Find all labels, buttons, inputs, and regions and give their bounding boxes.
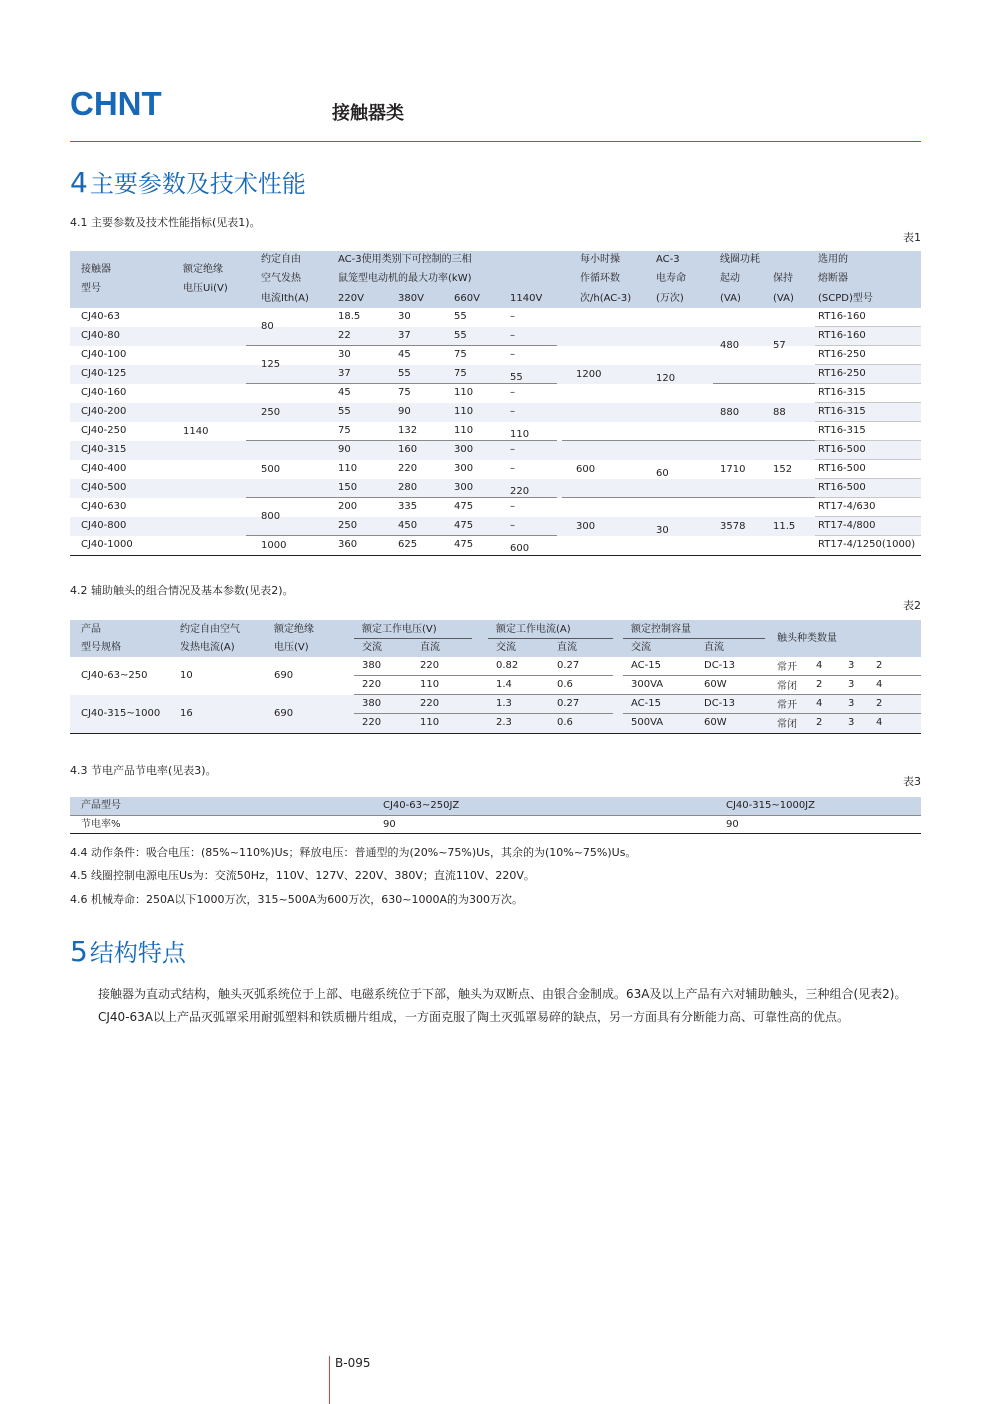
t1-coil-start: 480 xyxy=(720,340,740,351)
t2-h-contacts: 触头种类数量 xyxy=(777,633,837,644)
t1-coil-start: 1710 xyxy=(720,463,746,475)
section-5-paragraph-2: CJ40-63A以上产品灭弧罩采用耐弧塑料和铁质栅片组成，一方面克服了陶土灭弧罩易碎的缺点，另一方面具有分断能力高、可靠性高的优点。 xyxy=(98,1010,850,1024)
t1-p220: 75 xyxy=(338,425,351,436)
t1-p380: 450 xyxy=(398,520,418,531)
t1-fuse-rule xyxy=(815,345,921,346)
t2-contact-n3: 4 xyxy=(876,717,883,728)
t1-model: CJ40-500 xyxy=(81,482,127,493)
t1-model: CJ40-160 xyxy=(81,387,127,398)
t1-fuse: RT17-4/1250(1000) xyxy=(818,539,916,550)
t1-cycles: 600 xyxy=(576,463,596,475)
t1-model: CJ40-80 xyxy=(81,330,120,341)
t2-ue-ac: 380 xyxy=(362,698,382,709)
t2-ue-ac: 220 xyxy=(362,717,382,728)
t2-h-ith-2: 发热电流(A) xyxy=(180,642,235,653)
t1-p380: 90 xyxy=(398,406,411,417)
t1-p1140: – xyxy=(510,463,515,474)
section-5-number: 5 xyxy=(70,935,88,968)
t1-h-ith-3: 电流Ith(A) xyxy=(261,293,309,304)
t1-p380: 55 xyxy=(398,368,411,379)
t2-ue-dc: 110 xyxy=(420,717,440,728)
t1-cycles: 1200 xyxy=(576,368,602,380)
section-5-heading xyxy=(70,937,186,968)
text-4-4: 4.4 动作条件：吸合电压：(85%~110%)Us；释放电压：普通型的为(20%~75%)Us，其余的为(10%~75%)Us。 xyxy=(70,846,637,859)
t1-fuse-rule xyxy=(815,364,921,365)
t1-h-cycle-2: 作循环数 xyxy=(580,273,620,284)
t1-ith: 1000 xyxy=(261,539,287,551)
t1-p380: 45 xyxy=(398,349,411,360)
t1-p660: 110 xyxy=(454,406,474,417)
t1-life: 30 xyxy=(656,524,669,536)
t1-p660: 55 xyxy=(454,330,467,341)
text-4-5: 4.5 线圈控制电源电压Us为：交流50Hz，110V、127V、220V、380V；直流110V、220V。 xyxy=(70,869,535,882)
t1-p660: 75 xyxy=(454,368,467,379)
t1-p660: 75 xyxy=(454,349,467,360)
section-5-body xyxy=(70,983,921,1029)
t1-p380: 335 xyxy=(398,501,418,512)
t1-row-band xyxy=(70,479,921,498)
t1-p220: 30 xyxy=(338,349,351,360)
t2-model: CJ40-63~250 xyxy=(81,670,148,681)
t1-cycles: 300 xyxy=(576,520,596,532)
t1-coil-hold: 57 xyxy=(773,340,786,351)
t2-contact-n2: 3 xyxy=(848,660,855,671)
t1-h-model-2: 型号 xyxy=(81,283,101,294)
t1-h-coil: 线圈功耗 xyxy=(720,254,760,265)
t2-h-ue-ac: 交流 xyxy=(362,642,382,653)
t1-p1140: – xyxy=(510,330,515,341)
t1-p1140: – xyxy=(510,520,515,531)
t1-coil-hold: 88 xyxy=(773,406,786,418)
t2-ue-rule xyxy=(354,638,472,639)
t1-model: CJ40-100 xyxy=(81,349,127,360)
t1-fuse: RT16-315 xyxy=(818,425,866,436)
section-4-title: 主要参数及技术性能 xyxy=(89,170,306,198)
t2-ith: 16 xyxy=(180,708,193,719)
t3-row-divider xyxy=(70,815,921,816)
t1-group-rule xyxy=(246,535,557,536)
t3-h-col1: CJ40-63~250JZ xyxy=(383,800,460,811)
t2-ie-ac: 1.3 xyxy=(496,698,512,709)
t2-ie-dc: 0.27 xyxy=(557,698,580,709)
t1-h-model-1: 接触器 xyxy=(81,264,111,275)
t2-ui: 690 xyxy=(274,670,294,681)
t1-p220: 90 xyxy=(338,444,351,455)
t1-ui: 1140 xyxy=(183,425,209,437)
t1-ith: 125 xyxy=(261,359,281,370)
t1-fuse: RT16-500 xyxy=(818,482,866,493)
t1-fuse: RT16-160 xyxy=(818,311,866,322)
t1-p380: 220 xyxy=(398,463,418,474)
t3-bottom-rule xyxy=(70,833,921,834)
t1-h-ith-2: 空气发热 xyxy=(261,273,301,284)
t1-fuse: RT16-250 xyxy=(818,368,866,379)
t1-p380: 280 xyxy=(398,482,418,493)
t1-h-life-1: AC-3 xyxy=(656,254,680,265)
t2-contact-n3: 4 xyxy=(876,679,883,690)
t1-p1140: 220 xyxy=(510,486,530,497)
t1-p220: 55 xyxy=(338,406,351,417)
t3-row-label: 节电率% xyxy=(81,819,121,830)
t1-p1140: – xyxy=(510,311,515,322)
t1-fuse-rule xyxy=(815,497,921,498)
t2-contact-n2: 3 xyxy=(848,717,855,728)
t1-h-volt-660: 660V xyxy=(454,293,480,304)
t1-p220: 45 xyxy=(338,387,351,398)
t3-h-col2: CJ40-315~1000JZ xyxy=(726,800,815,811)
t1-h-ui-1: 额定绝缘 xyxy=(183,264,223,275)
t1-row-band xyxy=(70,403,921,422)
t2-cap-dc: DC-13 xyxy=(704,698,736,709)
t1-p220: 110 xyxy=(338,463,358,474)
t2-h-cap: 额定控制容量 xyxy=(631,624,691,635)
t1-h-volt-1140: 1140V xyxy=(510,293,543,304)
t1-h-fuse-3: (SCPD)型号 xyxy=(818,293,873,304)
t1-h-ui-2: 电压Ui(V) xyxy=(183,283,228,294)
t2-h-ith-1: 约定自由空气 xyxy=(180,624,240,635)
t1-bottom-rule xyxy=(70,555,921,556)
t1-p220: 200 xyxy=(338,501,358,512)
t2-contact-n3: 2 xyxy=(876,698,883,709)
t1-fuse: RT16-315 xyxy=(818,387,866,398)
footer-divider xyxy=(329,1356,330,1404)
t1-group-rule xyxy=(246,345,557,346)
section-5-paragraph-1: 接触器为直动式结构，触头灭弧系统位于上部、电磁系统位于下部，触头为双断点、由银合金制成。63A及以上产品有六对辅助触头，三种组合(见表2)。 xyxy=(98,987,907,1001)
t2-contact-type: 常闭 xyxy=(777,719,797,730)
t1-row-band xyxy=(70,327,921,346)
t2-contact-n1: 4 xyxy=(816,698,823,709)
t1-p660: 300 xyxy=(454,463,474,474)
t1-fuse-rule xyxy=(815,402,921,403)
t2-contact-type: 常闭 xyxy=(777,681,797,692)
t1-model: CJ40-63 xyxy=(81,311,120,322)
t1-h-coil-start-1: 起动 xyxy=(720,273,740,284)
t2-ie-dc: 0.6 xyxy=(557,717,573,728)
t1-fuse-rule xyxy=(815,440,921,441)
t1-model: CJ40-315 xyxy=(81,444,127,455)
t1-p660: 300 xyxy=(454,482,474,493)
header-title: 接触器类 xyxy=(332,103,404,124)
t1-fuse: RT17-4/800 xyxy=(818,520,876,531)
t1-group-rule xyxy=(246,497,557,498)
t1-group-rule xyxy=(246,383,557,384)
t2-cap-dc: 60W xyxy=(704,717,727,728)
t2-h-ui-1: 额定绝缘 xyxy=(274,624,314,635)
t2-cap-rule xyxy=(623,638,765,639)
t1-p660: 475 xyxy=(454,520,474,531)
t3-h-model: 产品型号 xyxy=(81,800,121,811)
t2-ue-dc: 220 xyxy=(420,660,440,671)
t1-fuse-rule xyxy=(815,421,921,422)
t1-coil-hold: 11.5 xyxy=(773,520,796,532)
t2-h-ue: 额定工作电压(V) xyxy=(362,624,437,635)
t1-fuse-rule xyxy=(815,383,921,384)
t1-h-cycle-3: 次/h(AC-3) xyxy=(580,293,632,304)
t1-fuse: RT16-500 xyxy=(818,444,866,455)
t2-ue-dc: 220 xyxy=(420,698,440,709)
t1-h-volt-380: 380V xyxy=(398,293,424,304)
t2-ie-ac: 1.4 xyxy=(496,679,512,690)
t2-h-ui-2: 电压(V) xyxy=(274,642,309,653)
t2-sub-rule xyxy=(354,675,613,676)
t1-p1140: – xyxy=(510,406,515,417)
t1-h-coil-start-2: (VA) xyxy=(720,293,741,304)
t1-ith: 80 xyxy=(261,321,274,332)
t1-p1140: 600 xyxy=(510,543,530,554)
t1-fuse: RT16-500 xyxy=(818,463,866,474)
section-4-number: 4 xyxy=(70,166,88,199)
t2-ith: 10 xyxy=(180,670,193,681)
t1-fuse-rule xyxy=(815,459,921,460)
t2-cap-ac: 500VA xyxy=(631,717,664,728)
table-3 xyxy=(70,797,921,834)
t2-cap-ac: AC-15 xyxy=(631,660,661,671)
t1-fuse-rule xyxy=(815,516,921,517)
t2-h-product-1: 产品 xyxy=(81,624,101,635)
t1-h-ith-1: 约定自由 xyxy=(261,254,301,265)
t2-bottom-rule xyxy=(70,733,921,734)
t1-coil-hold: 152 xyxy=(773,463,793,475)
t1-p220: 18.5 xyxy=(338,311,361,322)
t2-mid-rule xyxy=(354,694,921,695)
table-1-caption: 表1 xyxy=(903,231,921,244)
t1-h-cycle-1: 每小时操 xyxy=(580,254,620,265)
t1-p1140: – xyxy=(510,501,515,512)
t1-p220: 22 xyxy=(338,330,351,341)
t2-contact-n3: 2 xyxy=(876,660,883,671)
t1-h-life-2: 电寿命 xyxy=(656,273,686,284)
t1-p380: 30 xyxy=(398,311,411,322)
t1-p1140: – xyxy=(510,387,515,398)
t1-p220: 250 xyxy=(338,520,358,531)
section-5-title: 结构特点 xyxy=(89,939,186,967)
t2-h-ie-ac: 交流 xyxy=(496,642,516,653)
t2-sub-rule xyxy=(354,713,613,714)
t1-model: CJ40-400 xyxy=(81,463,127,474)
t1-life: 60 xyxy=(656,467,669,479)
t2-h-cap-ac: 交流 xyxy=(631,642,651,653)
t1-row-band xyxy=(70,365,921,384)
t1-ith: 800 xyxy=(261,511,281,522)
table-1 xyxy=(70,251,921,553)
t2-contact-n2: 3 xyxy=(848,698,855,709)
t1-p380: 625 xyxy=(398,539,418,550)
t1-h-power-1: AC-3使用类别下可控制的三相 xyxy=(338,254,472,265)
t1-fuse: RT16-250 xyxy=(818,349,866,360)
t1-fuse-rule xyxy=(815,326,921,327)
t1-p660: 110 xyxy=(454,387,474,398)
t1-p1140: – xyxy=(510,444,515,455)
t1-p1140: 55 xyxy=(510,372,523,383)
t1-coil-start: 3578 xyxy=(720,520,746,532)
t2-ue-ac: 380 xyxy=(362,660,382,671)
text-4-6: 4.6 机械寿命：250A以下1000万次，315~500A为600万次，630~1000A的为300万次。 xyxy=(70,893,523,906)
brand-logo: CHNT xyxy=(70,85,162,122)
t1-life: 120 xyxy=(656,372,676,384)
t1-p660: 475 xyxy=(454,501,474,512)
t2-cap-dc: DC-13 xyxy=(704,660,736,671)
t1-h-fuse-1: 选用的 xyxy=(818,254,848,265)
t1-h-coil-hold-1: 保持 xyxy=(773,273,793,284)
t1-p380: 160 xyxy=(398,444,418,455)
t3-v1: 90 xyxy=(383,819,396,830)
t2-h-product-2: 型号规格 xyxy=(81,642,121,653)
t2-contact-n2: 3 xyxy=(848,679,855,690)
t2-sub-rule xyxy=(623,713,921,714)
t1-group-rule xyxy=(713,383,815,384)
t1-model: CJ40-630 xyxy=(81,501,127,512)
t1-model: CJ40-250 xyxy=(81,425,127,436)
t1-row-band xyxy=(70,441,921,460)
t2-h-ue-dc: 直流 xyxy=(420,642,440,653)
t2-ie-dc: 0.6 xyxy=(557,679,573,690)
t1-group-rule xyxy=(246,440,557,441)
t1-ith: 500 xyxy=(261,463,281,475)
t1-p220: 37 xyxy=(338,368,351,379)
page-number: B-095 xyxy=(335,1356,371,1370)
t2-ue-dc: 110 xyxy=(420,679,440,690)
t2-contact-n1: 2 xyxy=(816,679,823,690)
t1-h-life-3: (万次) xyxy=(656,293,684,304)
t1-p380: 37 xyxy=(398,330,411,341)
t2-h-ie-dc: 直流 xyxy=(557,642,577,653)
t1-ith: 250 xyxy=(261,406,281,418)
table-3-caption: 表3 xyxy=(903,775,921,788)
t1-fuse: RT16-160 xyxy=(818,330,866,341)
t1-p380: 132 xyxy=(398,425,418,436)
t1-p660: 55 xyxy=(454,311,467,322)
t2-contact-type: 常开 xyxy=(777,700,797,711)
t2-h-cap-dc: 直流 xyxy=(704,642,724,653)
t2-contact-n1: 4 xyxy=(816,660,823,671)
text-4-1: 4.1 主要参数及技术性能指标(见表1)。 xyxy=(70,216,261,229)
t2-ie-ac: 0.82 xyxy=(496,660,519,671)
t2-ie-ac: 2.3 xyxy=(496,717,512,728)
t2-sub-rule xyxy=(623,675,921,676)
t1-p660: 110 xyxy=(454,425,474,436)
t2-ie-dc: 0.27 xyxy=(557,660,580,671)
t1-p1140: 110 xyxy=(510,429,530,440)
header-divider xyxy=(70,141,921,142)
t1-p220: 150 xyxy=(338,482,358,493)
table-2 xyxy=(70,620,921,734)
t1-model: CJ40-125 xyxy=(81,368,127,379)
t1-fuse-rule xyxy=(815,478,921,479)
table-2-caption: 表2 xyxy=(903,599,921,612)
t2-ue-ac: 220 xyxy=(362,679,382,690)
t1-model: CJ40-1000 xyxy=(81,539,133,550)
t2-model: CJ40-315~1000 xyxy=(81,708,161,719)
t1-model: CJ40-800 xyxy=(81,520,127,531)
t2-h-ie: 额定工作电流(A) xyxy=(496,624,571,635)
text-4-3: 4.3 节电产品节电率(见表3)。 xyxy=(70,764,217,777)
t1-p660: 475 xyxy=(454,539,474,550)
t1-p1140: – xyxy=(510,349,515,360)
t2-cap-ac: 300VA xyxy=(631,679,664,690)
t1-model: CJ40-200 xyxy=(81,406,127,417)
t1-fuse: RT17-4/630 xyxy=(818,501,876,512)
t1-fuse-rule xyxy=(815,535,921,536)
t2-ie-rule xyxy=(488,638,613,639)
t1-h-fuse-2: 熔断器 xyxy=(818,273,848,284)
t1-p220: 360 xyxy=(338,539,358,550)
t1-p660: 300 xyxy=(454,444,474,455)
t1-h-volt-220: 220V xyxy=(338,293,364,304)
t2-ui: 690 xyxy=(274,708,294,719)
text-4-2: 4.2 辅助触头的组合情况及基本参数(见表2)。 xyxy=(70,584,294,597)
t1-fuse: RT16-315 xyxy=(818,406,866,417)
t2-contact-n1: 2 xyxy=(816,717,823,728)
t1-h-power-2: 鼠笼型电动机的最大功率(kW) xyxy=(338,273,472,284)
t1-p380: 75 xyxy=(398,387,411,398)
t1-coil-start: 880 xyxy=(720,406,740,418)
t2-contact-type: 常开 xyxy=(777,662,797,673)
t2-cap-ac: AC-15 xyxy=(631,698,661,709)
t1-h-coil-hold-2: (VA) xyxy=(773,293,794,304)
section-4-heading xyxy=(70,168,306,199)
t3-v2: 90 xyxy=(726,819,739,830)
t2-cap-dc: 60W xyxy=(704,679,727,690)
